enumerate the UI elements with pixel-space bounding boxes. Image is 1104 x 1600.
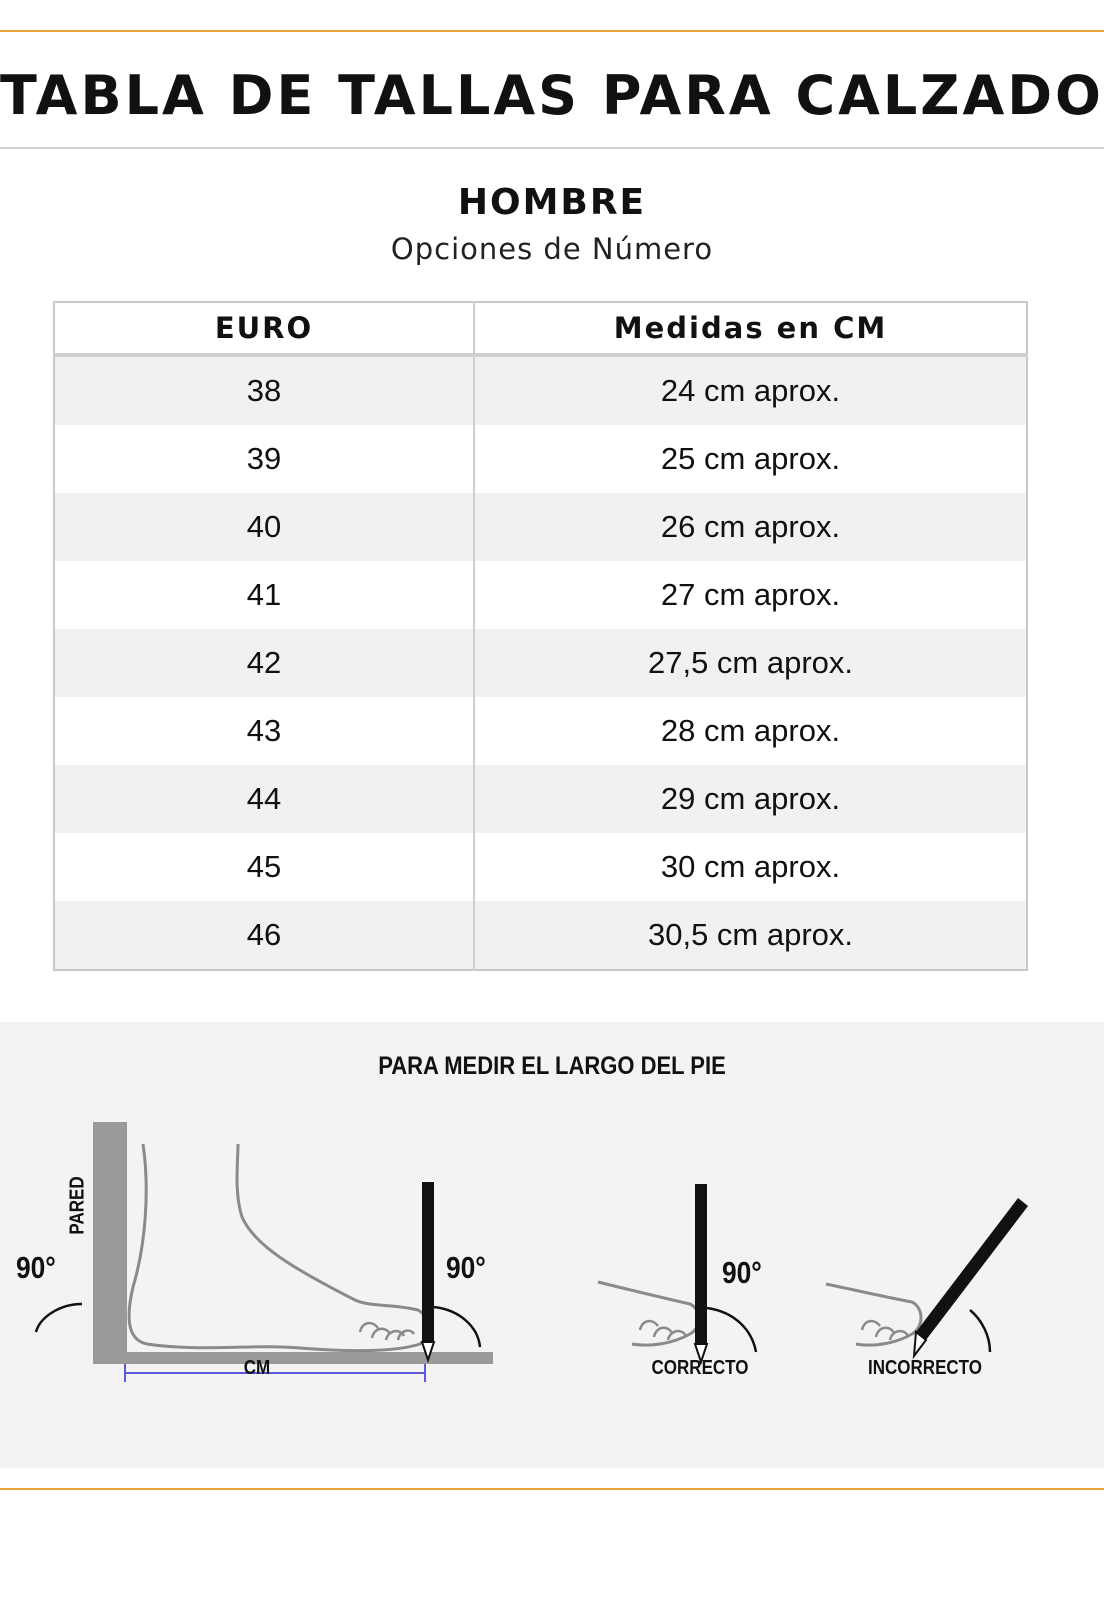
cell-euro: 38: [54, 355, 474, 425]
foot-outline: [129, 1144, 429, 1351]
table-row: [54, 355, 1027, 425]
table-row: [54, 765, 1027, 833]
toes-outline: [360, 1323, 414, 1340]
correct-pencil: [695, 1184, 707, 1344]
table-row: [54, 425, 1027, 493]
table-row: [54, 697, 1027, 765]
section-title: HOMBRE: [457, 182, 647, 223]
angle-arc-left: [36, 1304, 82, 1332]
correct-label: CORRECTO: [651, 1357, 749, 1379]
title-divider: [0, 147, 1104, 149]
pencil-shape: [422, 1182, 434, 1342]
cell-euro: 43: [54, 697, 474, 765]
cell-cm: 30 cm aprox.: [660, 849, 841, 884]
cell-euro: 40: [54, 493, 474, 561]
cell-cm: 30,5 cm aprox.: [474, 901, 1027, 970]
angle-label-pencil: 90°: [446, 1250, 486, 1285]
top-orange-rule: [0, 30, 1104, 32]
cell-cm: 27 cm aprox.: [660, 577, 841, 612]
correct-toes: [640, 1321, 686, 1340]
incorrect-toes: [862, 1321, 908, 1340]
table-row: [54, 901, 1027, 970]
angle-label-left: 90°: [16, 1250, 56, 1285]
cell-cm: 27,5 cm aprox.: [474, 629, 1027, 697]
measure-panel: [0, 1022, 1104, 1468]
measure-diagram: [0, 1022, 1104, 1468]
angle-label-correct: 90°: [722, 1255, 762, 1290]
cell-cm: 25 cm aprox.: [660, 441, 841, 476]
table-row: [54, 561, 1027, 629]
correct-foot-outline: [598, 1282, 699, 1345]
page-title: TABLA DE TALLAS PARA CALZADO: [0, 64, 1104, 127]
correct-angle-arc: [707, 1308, 756, 1352]
table-row: [54, 833, 1027, 901]
length-label: CM: [243, 1357, 271, 1379]
table-row: [54, 629, 1027, 697]
cell-euro: 44: [54, 765, 474, 833]
angle-arc-pencil: [434, 1307, 480, 1347]
cell-cm: 28 cm aprox.: [660, 713, 841, 748]
cell-cm: 29 cm aprox.: [474, 765, 1027, 833]
header-cm: Medidas en CM: [474, 302, 1027, 355]
bottom-orange-rule: [0, 1488, 1104, 1490]
cell-euro: 41: [54, 561, 474, 629]
cell-euro: 42: [54, 629, 474, 697]
incorrect-label: INCORRECTO: [868, 1357, 982, 1379]
measure-title: PARA MEDIR EL LARGO DEL PIE: [378, 1052, 726, 1080]
cell-euro: 46: [54, 901, 474, 970]
incorrect-pencil: [916, 1198, 1028, 1340]
table-header-row: [54, 302, 1027, 355]
cell-euro: 45: [54, 833, 474, 901]
cell-cm: 26 cm aprox.: [474, 493, 1027, 561]
cell-cm: 24 cm aprox.: [474, 355, 1027, 425]
floor-shape: [93, 1352, 493, 1364]
wall-label: PARED: [66, 1176, 89, 1235]
section-subtitle: Opciones de Número: [390, 232, 714, 266]
size-table: [53, 301, 1028, 971]
cell-euro: 39: [54, 425, 474, 493]
header-euro: EURO: [54, 302, 474, 355]
incorrect-angle-arc: [970, 1310, 990, 1352]
table-row: [54, 493, 1027, 561]
wall-shape: [93, 1122, 127, 1362]
